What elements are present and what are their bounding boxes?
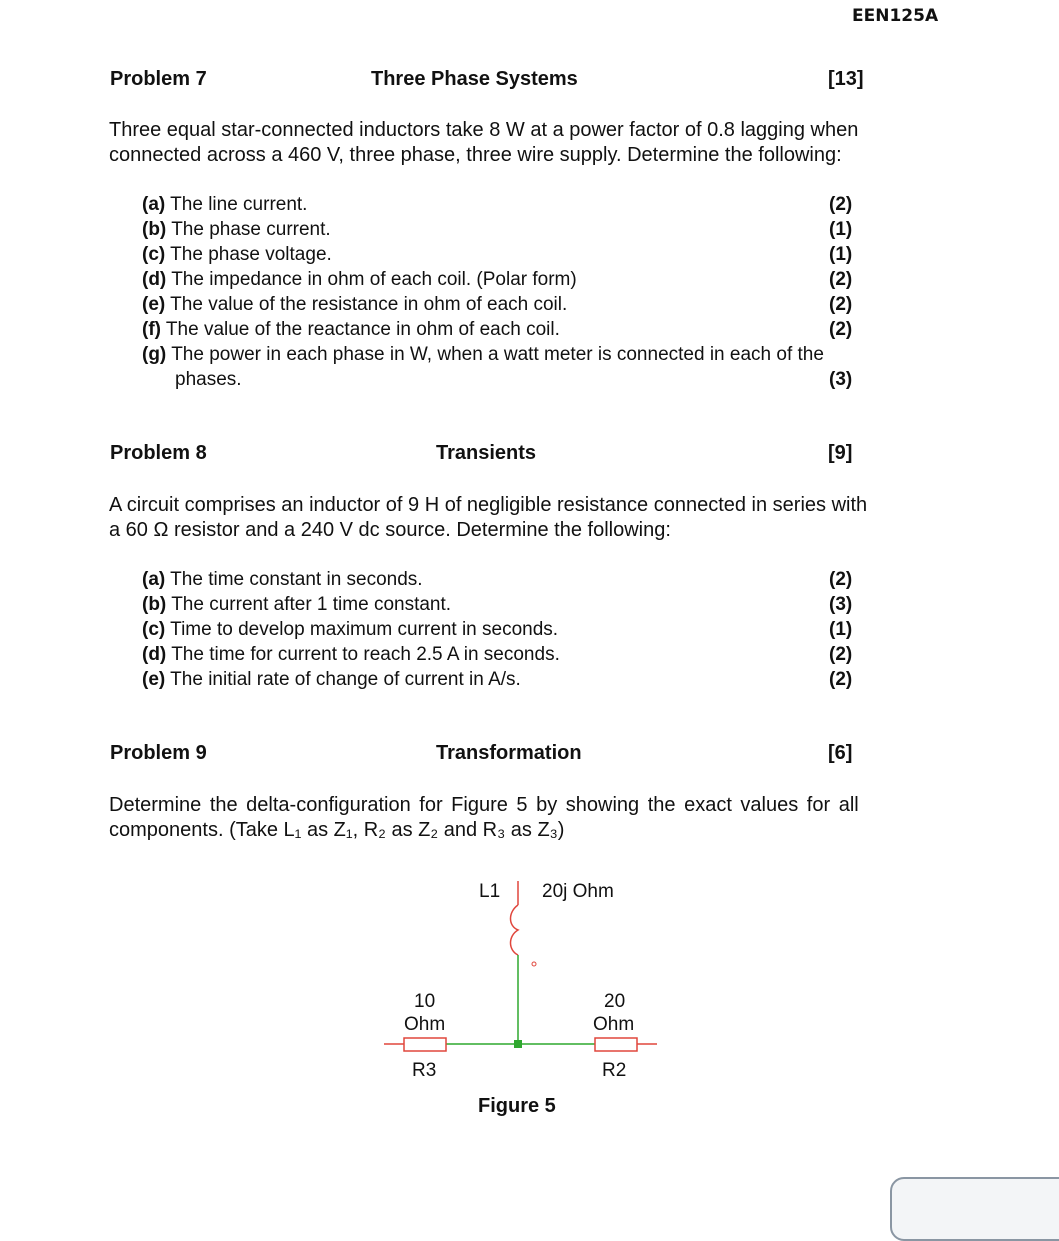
list-item: (d) The time for current to reach 2.5 A in seconds. (142, 644, 560, 665)
list-item: (b) The current after 1 time constant. (142, 594, 452, 615)
problem-7-intro-line-2: connected across a 460 V, three phase, three wire supply. Determine the following: (109, 144, 842, 166)
problem-8-total: [9] (828, 442, 853, 464)
r3-value-unit: Ohm (404, 1014, 446, 1035)
problem-9-intro-line-1: Determine the delta-configuration for Figure 5 by showing the exact values for all (109, 794, 859, 816)
list-item: (e) The initial rate of change of current in A/s. (142, 669, 521, 690)
r2-value-unit: Ohm (593, 1014, 635, 1035)
corner-panel[interactable] (890, 1177, 1059, 1241)
problem-9-title: Transformation (436, 742, 582, 764)
problem-7-label: Problem 7 (110, 68, 207, 90)
item-marks: (1) (829, 619, 853, 640)
item-marks: (2) (829, 194, 853, 215)
course-code: EEN125A (852, 6, 939, 26)
list-item-continuation: phases. (175, 369, 242, 390)
list-item: (b) The phase current. (142, 219, 331, 240)
problem-7-intro-line-1: Three equal star-connected inductors take 8 W at a power factor of 0.8 lagging when (109, 119, 859, 141)
item-marks: (2) (829, 294, 853, 315)
problem-9-intro-line-2: components. (Take L₁ as Z₁, R₂ as Z₂ and R₃ as Z₃) (109, 819, 565, 841)
problem-8-intro-line-1: A circuit comprises an inductor of 9 H of negligible resistance connected in series with (109, 494, 868, 516)
list-item: (a) The line current. (142, 194, 308, 215)
problem-7-title: Three Phase Systems (371, 68, 578, 90)
problem-9-total: [6] (828, 742, 853, 764)
list-item: (c) Time to develop maximum current in seconds. (142, 619, 559, 640)
problem-9-label: Problem 9 (110, 742, 207, 764)
list-item: (d) The impedance in ohm of each coil. (Polar form) (142, 269, 577, 290)
l1-inductor-coil (511, 905, 519, 955)
r2-name-label: R2 (602, 1060, 627, 1081)
problem-8-intro-line-2: a 60 Ω resistor and a 240 V dc source. Determine the following: (109, 519, 671, 541)
l1-name-label: L1 (479, 881, 501, 902)
item-marks: (2) (829, 269, 853, 290)
item-marks: (2) (829, 644, 853, 665)
r3-resistor (404, 1038, 446, 1051)
list-item: (c) The phase voltage. (142, 244, 332, 265)
problem-8-label: Problem 8 (110, 442, 207, 464)
item-marks: (1) (829, 244, 853, 265)
item-marks: (1) (829, 219, 853, 240)
list-item: (e) The value of the resistance in ohm of each coil. (142, 294, 568, 315)
figure-caption: Figure 5 (478, 1095, 556, 1117)
r2-value-number: 20 (604, 991, 626, 1012)
problem-7-total: [13] (828, 68, 864, 90)
item-marks: (3) (829, 594, 853, 615)
r3-value-number: 10 (414, 991, 436, 1012)
item-marks: (2) (829, 319, 853, 340)
l1-pin-marker (532, 962, 536, 966)
junction-node (514, 1040, 522, 1048)
r2-resistor (595, 1038, 637, 1051)
list-item: (a) The time constant in seconds. (142, 569, 423, 590)
item-marks: (3) (829, 369, 853, 390)
r3-name-label: R3 (412, 1060, 437, 1081)
item-marks: (2) (829, 669, 853, 690)
problem-8-title: Transients (436, 442, 537, 464)
list-item: (g) The power in each phase in W, when a watt meter is connected in each of the (142, 344, 824, 365)
list-item: (f) The value of the reactance in ohm of each coil. (142, 319, 560, 340)
l1-value-label: 20j Ohm (542, 881, 614, 902)
item-marks: (2) (829, 569, 853, 590)
